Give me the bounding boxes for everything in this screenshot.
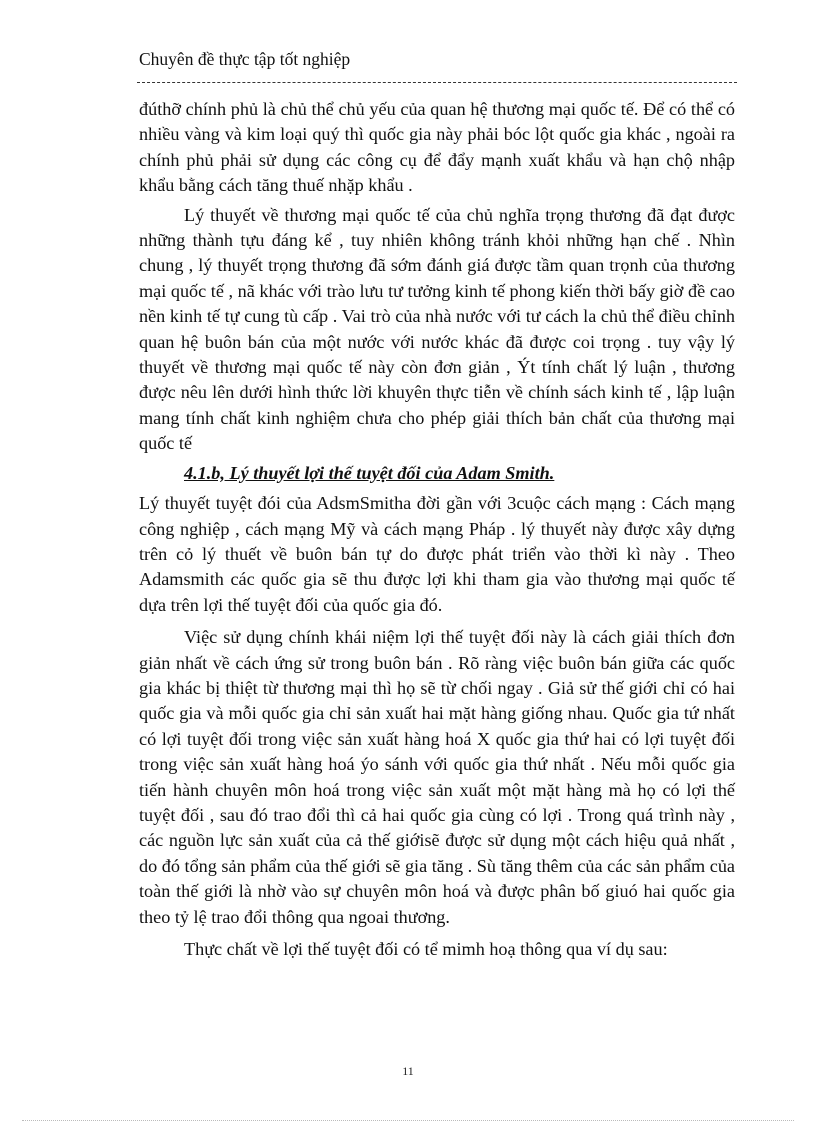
paragraph-5: Thực chất về lợi thế tuyệt đối có tể mimh hoạ thông qua ví dụ sau: <box>184 939 668 959</box>
paragraph-1: đúthỡ chính phủ là chủ thể chủ yếu của quan hệ thương mại quốc tế. Để có thể có nhiều vàng và kim loại quý thì quốc gia này phải bóc lột quốc gia khác , ngoài ra chính phủ phải sử dụng các công cụ để đẩy mạnh xuất khẩu và hạn chộ nhập khẩu bằng cách tăng thuế nhặp khẩu . <box>139 99 735 196</box>
page-number: 11 <box>402 1064 414 1078</box>
document-body <box>139 97 735 969</box>
section-heading: 4.1.b, Lý thuyết lợi thế tuyệt đối của Adam Smith. <box>184 462 555 483</box>
header-divider <box>137 82 737 83</box>
paragraph-4: Việc sử dụng chính khái niệm lợi thế tuyệt đối này là cách giải thích đơn giản nhất về cách ứng sử trong buôn bán . Rõ ràng việc buôn bán giữa các quốc gia khác bị thiệt từ thương mại thì họ sẽ từ chối ngay . Giả sử thế giới chỉ có hai quốc gia và mỗi quốc gia chỉ sản xuất hai mặt hàng giống nhau. Quốc gia tứ nhất có lợi tuyệt đối trong việc sản xuất hàng hoá X quốc gia thứ hai có lợi tuyệt đối trong việc sản xuất hàng hoá ýo sánh với quốc gia thứ nhất . Nếu mỗi quốc gia tiến hành chuyên môn hoá trong việc sản xuất một mặt hàng mà họ có lợi thế tuyệt đối , sau đó trao đổi thì cả hai quốc gia cùng có lợi . Trong quá trình này , các nguồn lực sản xuất của cả thế giớisẽ được sử dụng một cách hiệu quả nhất , do đó tổng sản phẩm của thế giới sẽ gia tăng . Sù tăng thêm của các sản phẩm của toàn thế giới là nhờ vào sự chuyên môn hoá và được phân bố giuó hai quốc gia theo tỷ lệ trao đổi thông qua ngoai thương. <box>139 627 735 927</box>
paragraph-2: Lý thuyết về thương mại quốc tế của chủ nghĩa trọng thương đã đạt được những thành tựu đáng kể , tuy nhiên không tránh khỏi những hạn chế . Nhìn chung , lý thuyết trọng thương đã sớm đánh giá được tầm quan trọnh của thương mại quốc tế , nã khác với trào lưu tư tưởng kinh tế phong kiến thời bấy giờ đề cao nền kinh tế tự cung tù cấp . Vai trò của nhà nước với tư cách la chủ thể điều chỉnh quan hệ buôn bán của một nước với nước khác đã được coi trọng . tuy vậy lý thuyết về thương mại quốc tế này còn đơn giản , Ýt tính chất lý luận , thương được nêu lên dưới hình thức lời khuyên thực tiễn về chính sách kinh tế , lập luận mang tính chất kinh nghiệm chưa cho phép giải thích bản chất của thương mại quốc tế <box>139 204 735 454</box>
footer-divider <box>22 1120 794 1121</box>
page-header-title: Chuyên đề thực tập tốt nghiệp <box>139 49 351 69</box>
paragraph-3: Lý thuyết tuyệt đói của AdsmSmitha đời gần với 3cuộc cách mạng : Cách mạng công nghiệp , cách mạng Mỹ và cách mạng Pháp . lý thuyết này được xây dựng trên cỏ lý thuết về buôn bán tự do được phát triển vào thời kì này . Theo Adamsmith các quốc gia sẽ thu được lợi khi tham gia vào thương mại quốc tế dựa trên lợi thế tuyệt đối của quốc gia đó. <box>139 493 735 615</box>
